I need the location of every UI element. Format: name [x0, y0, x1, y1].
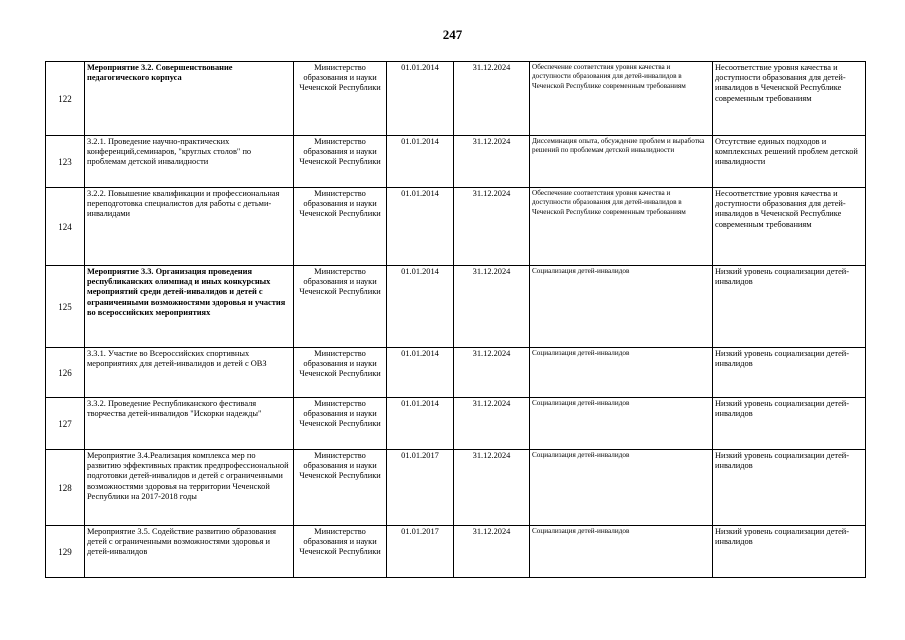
table-row — [46, 450, 866, 526]
executor-cell: Министерство образования и науки Чеченской Республики — [294, 136, 387, 188]
risk-cell: Низкий уровень социализации детей-инвалидов — [713, 266, 866, 348]
row-number-cell: 125 — [46, 266, 85, 348]
expected-result-cell: Социализация детей-инвалидов — [530, 398, 713, 450]
expected-result-cell: Социализация детей-инвалидов — [530, 450, 713, 526]
end-date-cell: 31.12.2024 — [454, 188, 530, 266]
row-number-cell: 123 — [46, 136, 85, 188]
expected-result-cell: Обеспечение соответствия уровня качества и доступности образования для детей-инвалидов в Чеченской Республике современным требованиям — [530, 188, 713, 266]
end-date-cell: 31.12.2024 — [454, 526, 530, 578]
measure-name-cell: 3.3.1. Участие во Всероссийских спортивных мероприятиях для детей-инвалидов и детей с ОВЗ — [85, 348, 294, 398]
executor-cell: Министерство образования и науки Чеченской Республики — [294, 526, 387, 578]
row-number-cell: 126 — [46, 348, 85, 398]
row-number-cell: 122 — [46, 62, 85, 136]
risk-cell: Отсутствие единых подходов и комплексных решений проблем детской инвалидности — [713, 136, 866, 188]
start-date-cell: 01.01.2017 — [387, 450, 454, 526]
measures-table — [45, 61, 866, 578]
start-date-cell: 01.01.2014 — [387, 62, 454, 136]
measure-name-cell: Мероприятие 3.4.Реализация комплекса мер по развитию эффективных практик предпрофессиональной подготовки детей-инвалидов и детей с ограниченными возможностями здоровья на территории Чеченской Республики на 2017-2018 годы — [85, 450, 294, 526]
expected-result-cell: Диссеминация опыта, обсуждение проблем и выработка решений по проблемам детской инвалидности — [530, 136, 713, 188]
page-number: 247 — [442, 27, 463, 42]
row-number-cell: 124 — [46, 188, 85, 266]
executor-cell: Министерство образования и науки Чеченской Республики — [294, 266, 387, 348]
start-date-cell: 01.01.2014 — [387, 348, 454, 398]
risk-cell: Низкий уровень социализации детей-инвалидов — [713, 398, 866, 450]
start-date-cell: 01.01.2014 — [387, 266, 454, 348]
end-date-cell: 31.12.2024 — [454, 266, 530, 348]
executor-cell: Министерство образования и науки Чеченской Республики — [294, 62, 387, 136]
risk-cell: Несоответствие уровня качества и доступности образования для детей-инвалидов в Чеченской Республике современным требованиям — [713, 62, 866, 136]
measure-name-cell: Мероприятие 3.3. Организация проведения республиканских олимпиад и иных конкурсных мероприятий среди детей-инвалидов и детей с ограниченными возможностями здоровья и участия во всероссийских мероприятиях — [85, 266, 294, 348]
row-number-cell: 128 — [46, 450, 85, 526]
expected-result-cell: Социализация детей-инвалидов — [530, 266, 713, 348]
table-row — [46, 398, 866, 450]
table-row — [46, 348, 866, 398]
expected-result-cell: Обеспечение соответствия уровня качества и доступности образования для детей-инвалидов в Чеченской Республике современным требованиям — [530, 62, 713, 136]
executor-cell: Министерство образования и науки Чеченской Республики — [294, 188, 387, 266]
expected-result-cell: Социализация детей-инвалидов — [530, 526, 713, 578]
measure-name-cell: 3.3.2. Проведение Республиканского фестиваля творчества детей-инвалидов "Искорки надежды" — [85, 398, 294, 450]
executor-cell: Министерство образования и науки Чеченской Республики — [294, 348, 387, 398]
measure-name-cell: Мероприятие 3.5. Содействие развитию образования детей с ограниченными возможностями здоровья и детей-инвалидов — [85, 526, 294, 578]
executor-cell: Министерство образования и науки Чеченской Республики — [294, 398, 387, 450]
risk-cell: Низкий уровень социализации детей-инвалидов — [713, 526, 866, 578]
risk-cell: Низкий уровень социализации детей-инвалидов — [713, 348, 866, 398]
end-date-cell: 31.12.2024 — [454, 136, 530, 188]
table-row — [46, 526, 866, 578]
risk-cell: Несоответствие уровня качества и доступности образования для детей-инвалидов в Чеченской Республике современным требованиям — [713, 188, 866, 266]
expected-result-cell: Социализация детей-инвалидов — [530, 348, 713, 398]
table-row — [46, 62, 866, 136]
start-date-cell: 01.01.2017 — [387, 526, 454, 578]
measure-name-cell: 3.2.2. Повышение квалификации и профессиональная переподготовка специалистов для работы с детьми-инвалидами — [85, 188, 294, 266]
executor-cell: Министерство образования и науки Чеченской Республики — [294, 450, 387, 526]
row-number-cell: 127 — [46, 398, 85, 450]
start-date-cell: 01.01.2014 — [387, 398, 454, 450]
start-date-cell: 01.01.2014 — [387, 188, 454, 266]
risk-cell: Низкий уровень социализации детей-инвалидов — [713, 450, 866, 526]
end-date-cell: 31.12.2024 — [454, 62, 530, 136]
end-date-cell: 31.12.2024 — [454, 398, 530, 450]
table-row — [46, 266, 866, 348]
table-row — [46, 136, 866, 188]
row-number-cell: 129 — [46, 526, 85, 578]
end-date-cell: 31.12.2024 — [454, 450, 530, 526]
start-date-cell: 01.01.2014 — [387, 136, 454, 188]
measure-name-cell: Мероприятие 3.2. Совершенствование педагогического корпуса — [85, 62, 294, 136]
measure-name-cell: 3.2.1. Проведение научно-практических конференций,семинаров, "круглых столов" по проблемам детской инвалидности — [85, 136, 294, 188]
end-date-cell: 31.12.2024 — [454, 348, 530, 398]
table-row — [46, 188, 866, 266]
